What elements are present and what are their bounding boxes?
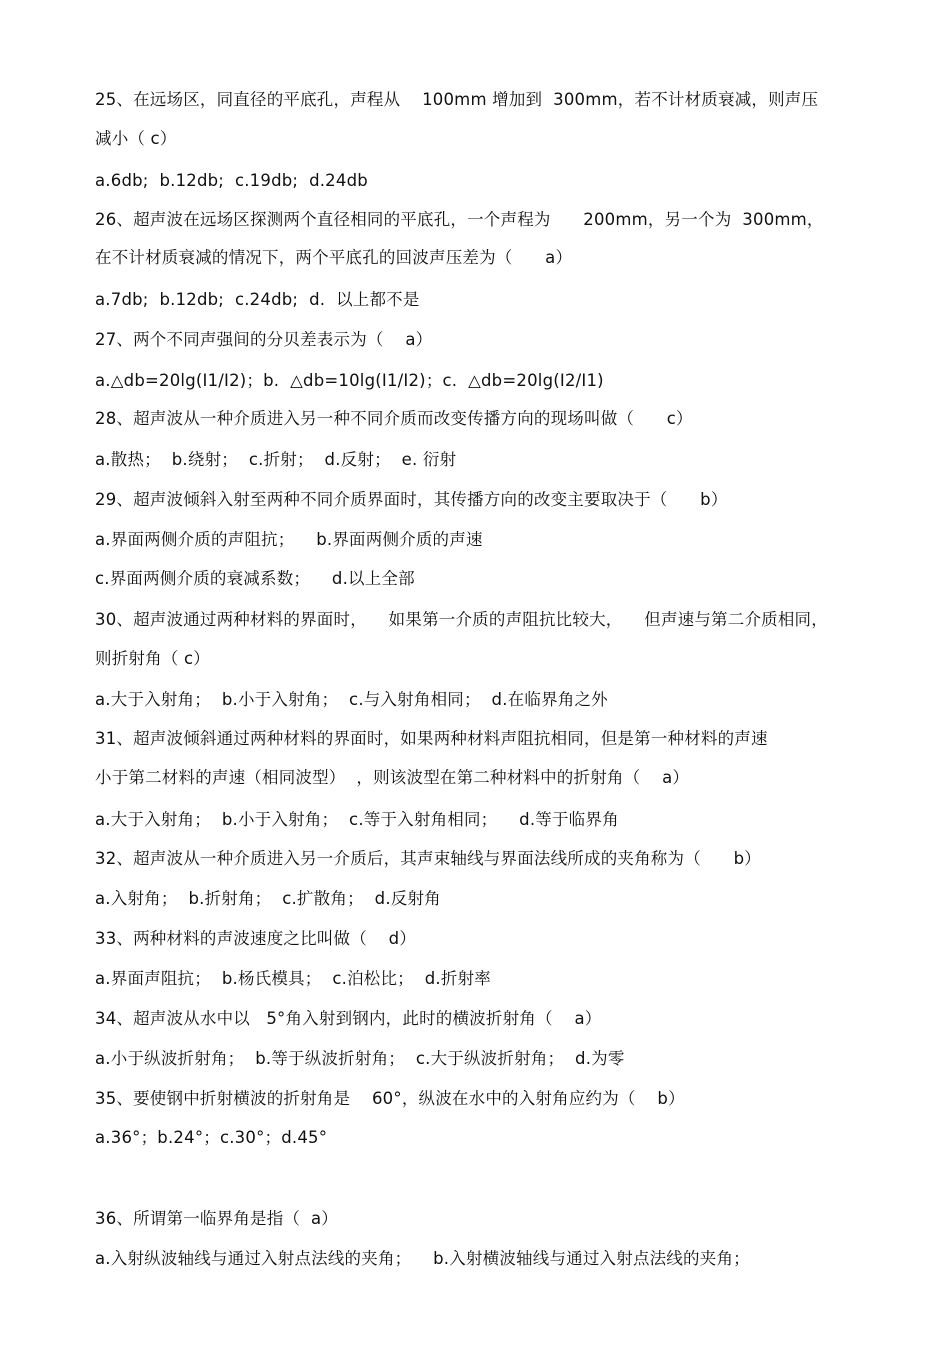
- text-line: 26、超声波在远场区探测两个直径相同的平底孔，一个声程为 200mm，另一个为 300mm，: [95, 210, 824, 229]
- text-line: 25、在远场区，同直径的平底孔，声程从 100mm 增加到 300mm，若不计材质衰减，则声压: [95, 90, 819, 109]
- text-line: 30、超声波通过两种材料的界面时， 如果第一介质的声阻抗比较大， 但声速与第二介质相同，: [95, 610, 828, 629]
- text-line: a.散热； b.绕射； c.折射； d.反射； e. 衍射: [95, 450, 457, 469]
- text-line: 28、超声波从一种介质进入另一种不同介质而改变传播方向的现场叫做（ c）: [95, 409, 693, 428]
- text-line: a.界面声阻抗； b.杨氏模具； c.泊松比； d.折射率: [95, 969, 491, 988]
- text-line: a.6db; b.12db; c.19db; d.24db: [95, 171, 368, 190]
- text-line: a.入射角； b.折射角； c.扩散角； d.反射角: [95, 889, 441, 908]
- text-line: 减小（ c）: [95, 129, 177, 148]
- text-line: 33、两种材料的声波速度之比叫做（ d）: [95, 929, 417, 948]
- text-line: 35、要使钢中折射横波的折射角是 60°，纵波在水中的入射角应约为（ b）: [95, 1089, 685, 1108]
- text-line: a.36°；b.24°；c.30°；d.45°: [95, 1128, 328, 1147]
- text-line: a.大于入射角； b.小于入射角； c.与入射角相同； d.在临界角之外: [95, 690, 608, 709]
- text-line: a.△db=20lg(I1/I2)；b. △db=10lg(I1/I2)；c. △db=20lg(I2/I1): [95, 371, 604, 390]
- text-line: 27、两个不同声强间的分贝差表示为（ a）: [95, 330, 433, 349]
- text-line: 36、所谓第一临界角是指（ a）: [95, 1209, 338, 1228]
- text-line: 则折射角（ c）: [95, 649, 210, 668]
- text-line: 31、超声波倾斜通过两种材料的界面时，如果两种材料声阻抗相同，但是第一种材料的声速: [95, 729, 768, 748]
- text-line: 34、超声波从水中以 5°角入射到钢内，此时的横波折射角（ a）: [95, 1009, 602, 1028]
- text-line: 29、超声波倾斜入射至两种不同介质界面时，其传播方向的改变主要取决于（ b）: [95, 490, 728, 509]
- text-line: a.入射纵波轴线与通过入射点法线的夹角； b.入射横波轴线与通过入射点法线的夹角；: [95, 1249, 750, 1268]
- text-line: a.大于入射角； b.小于入射角； c.等于入射角相同； d.等于临界角: [95, 810, 619, 829]
- text-line: 在不计材质衰减的情况下，两个平底孔的回波声压差为（ a）: [95, 248, 573, 267]
- text-line: a.界面两侧介质的声阻抗； b.界面两侧介质的声速: [95, 530, 483, 549]
- text-line: 小于第二材料的声速（相同波型） ，则该波型在第二种材料中的折射角（ a）: [95, 768, 690, 787]
- text-line: a.7db; b.12db; c.24db; d. 以上都不是: [95, 290, 420, 309]
- text-line: 32、超声波从一种介质进入另一介质后，其声束轴线与界面法线所成的夹角称为（ b）: [95, 849, 761, 868]
- text-line: a.小于纵波折射角； b.等于纵波折射角； c.大于纵波折射角； d.为零: [95, 1049, 625, 1068]
- text-line: c.界面两侧介质的衰减系数； d.以上全部: [95, 569, 415, 588]
